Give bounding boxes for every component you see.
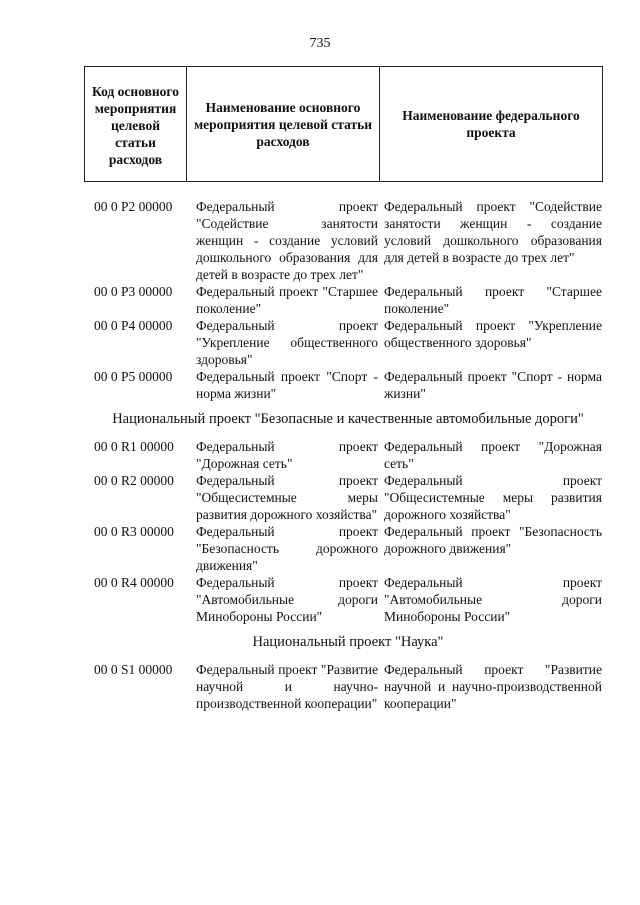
expense-code: 00 0 P4 00000: [94, 318, 173, 333]
section-heading: Национальный проект "Наука": [252, 634, 444, 650]
expense-code: 00 0 P2 00000: [94, 199, 173, 214]
event-name: Федеральный проект "Старшее поколение": [196, 284, 378, 316]
section-heading-row: [94, 625, 602, 661]
federal-project-name: Федеральный проект "Общесистемные меры развития дорожного хозяйства": [384, 473, 602, 522]
table-header: [84, 66, 603, 182]
expense-code: 00 0 R1 00000: [94, 439, 174, 454]
table-row: [94, 368, 602, 402]
federal-project-name: Федеральный проект "Спорт - норма жизни": [384, 369, 602, 401]
table-row: [94, 472, 602, 523]
event-name: Федеральный проект "Содействие занятости женщин - создание условий дошкольного образования для детей в возрасте до трех лет": [196, 199, 378, 282]
event-name: Федеральный проект "Общесистемные меры развития дорожного хозяйства": [196, 473, 378, 522]
federal-project-name: Федеральный проект "Автомобильные дороги Минобороны России": [384, 575, 602, 624]
table-row: [94, 661, 602, 712]
expense-code: 00 0 R3 00000: [94, 524, 174, 539]
expense-code: 00 0 R4 00000: [94, 575, 174, 590]
header-event-column: Наименование основного мероприятия целевой статьи расходов: [187, 67, 380, 182]
event-name: Федеральный проект "Развитие научной и научно-производственной кооперации": [196, 662, 378, 711]
expense-code: 00 0 P5 00000: [94, 369, 173, 384]
expense-code: 00 0 P3 00000: [94, 284, 173, 299]
federal-project-name: Федеральный проект "Укрепление общественного здоровья": [384, 318, 602, 350]
page-number: 735: [309, 36, 331, 51]
expense-code: 00 0 S1 00000: [94, 662, 173, 677]
table-row: [94, 283, 602, 317]
event-name: Федеральный проект "Спорт - норма жизни": [196, 369, 378, 401]
table-row: [94, 198, 602, 283]
federal-project-name: Федеральный проект "Дорожная сеть": [384, 439, 602, 471]
table-row: [94, 317, 602, 368]
section-heading-row: [94, 402, 602, 438]
table-row: [94, 574, 602, 625]
section-heading: Национальный проект "Безопасные и качественные автомобильные дороги": [112, 411, 584, 427]
federal-project-name: Федеральный проект "Безопасность дорожного движения": [384, 524, 602, 556]
federal-project-name: Федеральный проект "Развитие научной и научно-производственной кооперации": [384, 662, 602, 711]
event-name: Федеральный проект "Укрепление общественного здоровья": [196, 318, 378, 367]
table-row: [94, 523, 602, 574]
federal-project-name: Федеральный проект "Старшее поколение": [384, 284, 602, 316]
header-code-column: Код основного мероприятия целевой статьи расходов: [85, 67, 187, 182]
header-federal-column: Наименование федерального проекта: [380, 67, 603, 182]
event-name: Федеральный проект "Дорожная сеть": [196, 439, 378, 471]
federal-project-name: Федеральный проект "Содействие занятости женщин - создание условий дошкольного образования для детей в возрасте до трех лет": [384, 199, 602, 265]
event-name: Федеральный проект "Безопасность дорожного движения": [196, 524, 378, 573]
table-body: [94, 198, 602, 712]
table-row: [94, 438, 602, 472]
expense-code: 00 0 R2 00000: [94, 473, 174, 488]
event-name: Федеральный проект "Автомобильные дороги Минобороны России": [196, 575, 378, 624]
budget-table: [94, 198, 602, 712]
